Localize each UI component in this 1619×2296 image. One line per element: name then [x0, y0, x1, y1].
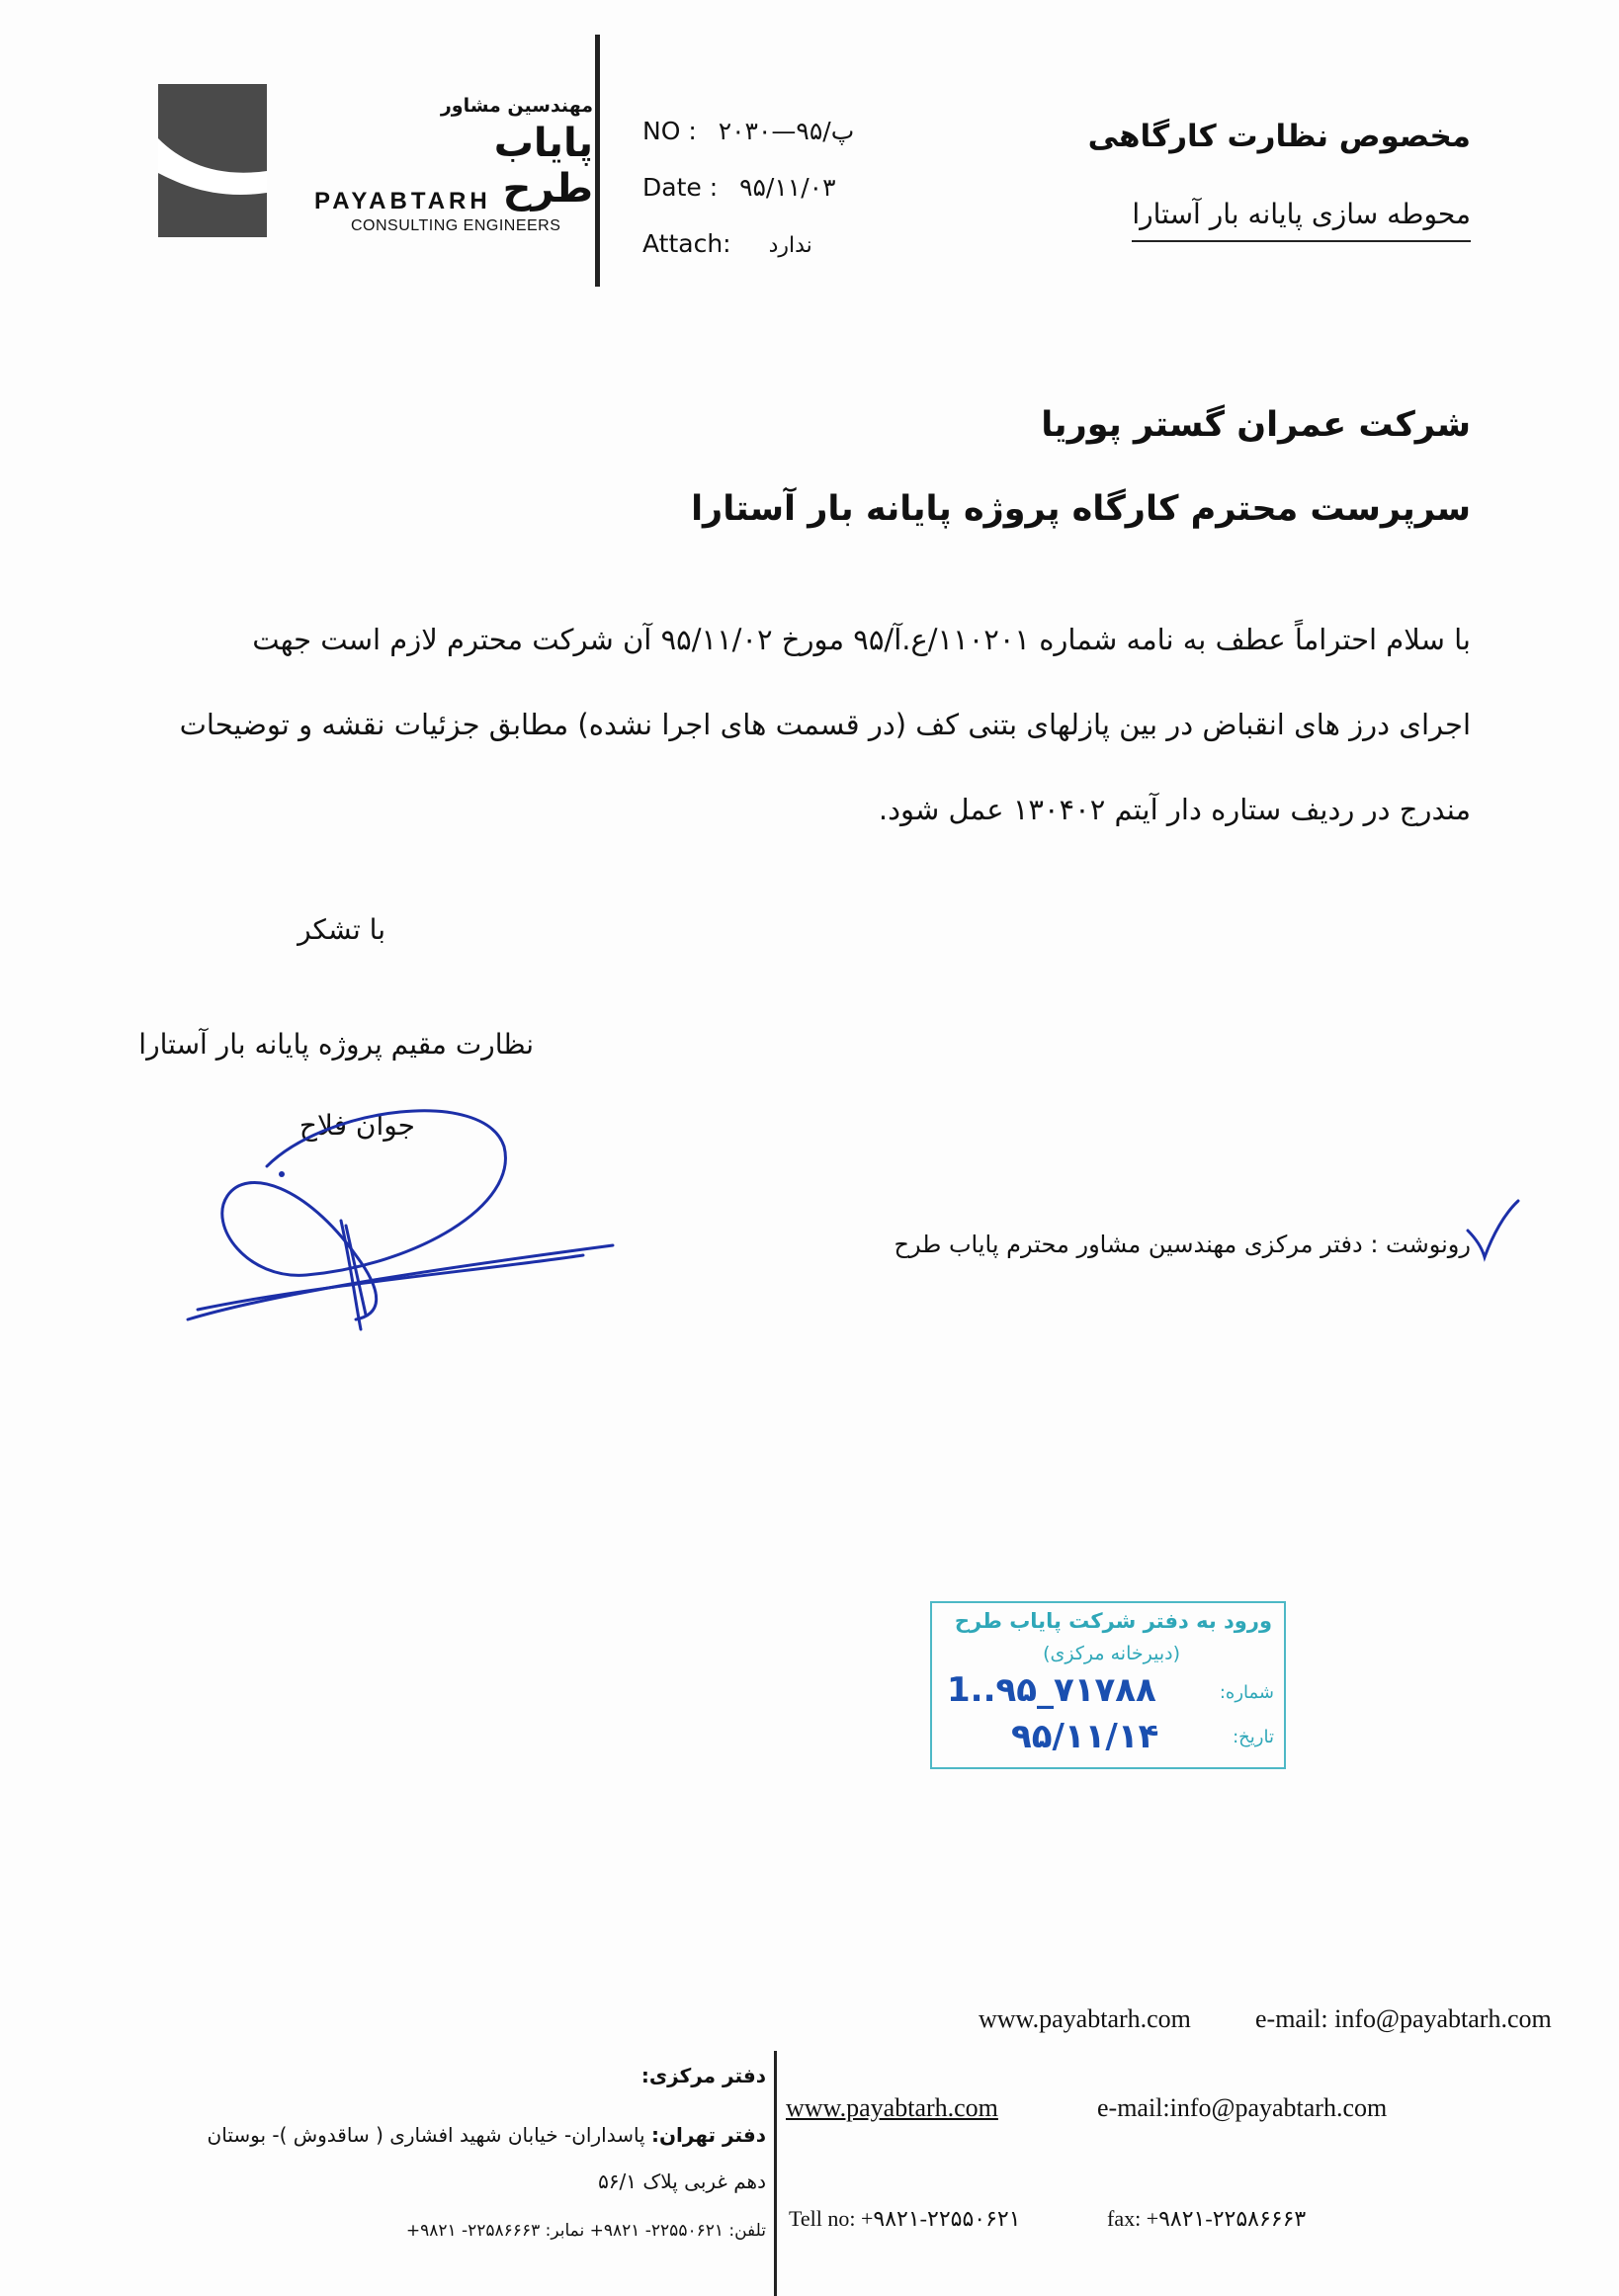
footer-address-line2: دهم غربی پلاک ۵۶/۱	[598, 2169, 766, 2193]
carbon-copy-line: رونوشت : دفتر مرکزی مهندسین مشاور محترم پایاب طرح	[894, 1231, 1471, 1258]
footer-website-top[interactable]: www.payabtarh.com	[979, 2004, 1191, 2033]
footer-tehran-label: دفتر تهران:	[650, 2123, 766, 2147]
recipient-company: شرکت عمران گستر پوریا	[1041, 405, 1471, 445]
footer-office-title: دفتر مرکزی:	[640, 2064, 766, 2087]
body-line: با سلام احتراماً عطف به نامه شماره ۱۱۰۲۰۱/ع.آ/۹۵ مورخ ۹۵/۱۱/۰۲ آن شرکت محترم لازم است جهت	[252, 623, 1471, 656]
stamp-date-value: ۹۵/۱۱/۱۴	[1011, 1717, 1159, 1756]
footer-address-line1	[74, 2123, 766, 2147]
header-divider	[595, 35, 600, 287]
letter-number-label: NO :	[642, 117, 697, 145]
letter-number	[642, 117, 854, 145]
footer-email-top[interactable]: e-mail: info@payabtarh.com	[1255, 2004, 1552, 2033]
signer-name: جوان فلاح	[298, 1109, 415, 1142]
logo-persian-name: پایاب طرح	[493, 121, 593, 212]
footer-website[interactable]: www.payabtarh.com	[786, 2093, 998, 2122]
header-subtitle: محوطه سازی پایانه بار آستارا	[1132, 198, 1471, 242]
recipient-person: سرپرست محترم کارگاه پروژه پایانه بار آستارا	[691, 489, 1471, 529]
footer-email[interactable]: e-mail:info@payabtarh.com	[1097, 2093, 1388, 2122]
stamp-number-label: شماره:	[1219, 1682, 1274, 1703]
letter-date-label: Date :	[642, 173, 719, 202]
stamp-date-label: تاریخ:	[1233, 1727, 1274, 1747]
footer-phone-fa: تلفن: ۲۲۵۵۰۶۲۱- ۹۸۲۱+ نمابر: ۲۲۵۸۶۶۶۳- ۹۸۲۱+	[405, 2221, 766, 2241]
stamp-number-value: 1..۹۵_۷۱۷۸۸	[947, 1670, 1156, 1710]
letter-date	[642, 173, 836, 202]
stamp-line2: (دبیرخانه مرکزی)	[1043, 1643, 1180, 1664]
check-mark-icon	[1463, 1196, 1522, 1265]
footer-address-text: پاسداران- خیابان شهید افشاری ( ساقدوش )- بوستان	[207, 2123, 645, 2147]
footer-fax: fax: +۹۸۲۱-۲۲۵۸۶۶۶۳	[1107, 2206, 1307, 2231]
received-stamp	[930, 1601, 1286, 1769]
header-title: مخصوص نظارت کارگاهی	[1087, 119, 1471, 154]
handwritten-signature	[168, 1077, 633, 1344]
footer-divider	[774, 2051, 777, 2296]
closing-text: با تشکر	[298, 913, 385, 946]
footer-telephone: Tell no: +۹۸۲۱-۲۲۵۵۰۶۲۱	[789, 2206, 1021, 2231]
logo-persian-subtitle: مهندسین مشاور	[440, 95, 593, 117]
body-line: اجرای درز های انقباض در بین پازلهای بتنی کف (در قسمت های اجرا نشده) مطابق جزئیات نقشه و توضیحات	[179, 708, 1471, 741]
letter-attach	[642, 229, 812, 258]
letter-attach-value: ندارد	[768, 233, 812, 258]
logo-english-name: PAYABTARH	[314, 188, 491, 214]
letter-number-value: پ/۹۵—۲۰۳۰	[718, 117, 855, 145]
letter-date-value: ۹۵/۱۱/۰۳	[739, 173, 836, 202]
signer-title: نظارت مقیم پروژه پایانه بار آستارا	[138, 1028, 534, 1061]
stamp-line1: ورود به دفتر شرکت پایاب طرح	[954, 1609, 1272, 1633]
logo-mark	[158, 84, 267, 237]
letter-attach-label: Attach:	[642, 229, 731, 258]
logo-english-subtitle: CONSULTING ENGINEERS	[351, 217, 561, 234]
body-line: مندرج در ردیف ستاره دار آیتم ۱۳۰۴۰۲ عمل شود.	[878, 793, 1471, 826]
letter-body	[84, 597, 1471, 852]
